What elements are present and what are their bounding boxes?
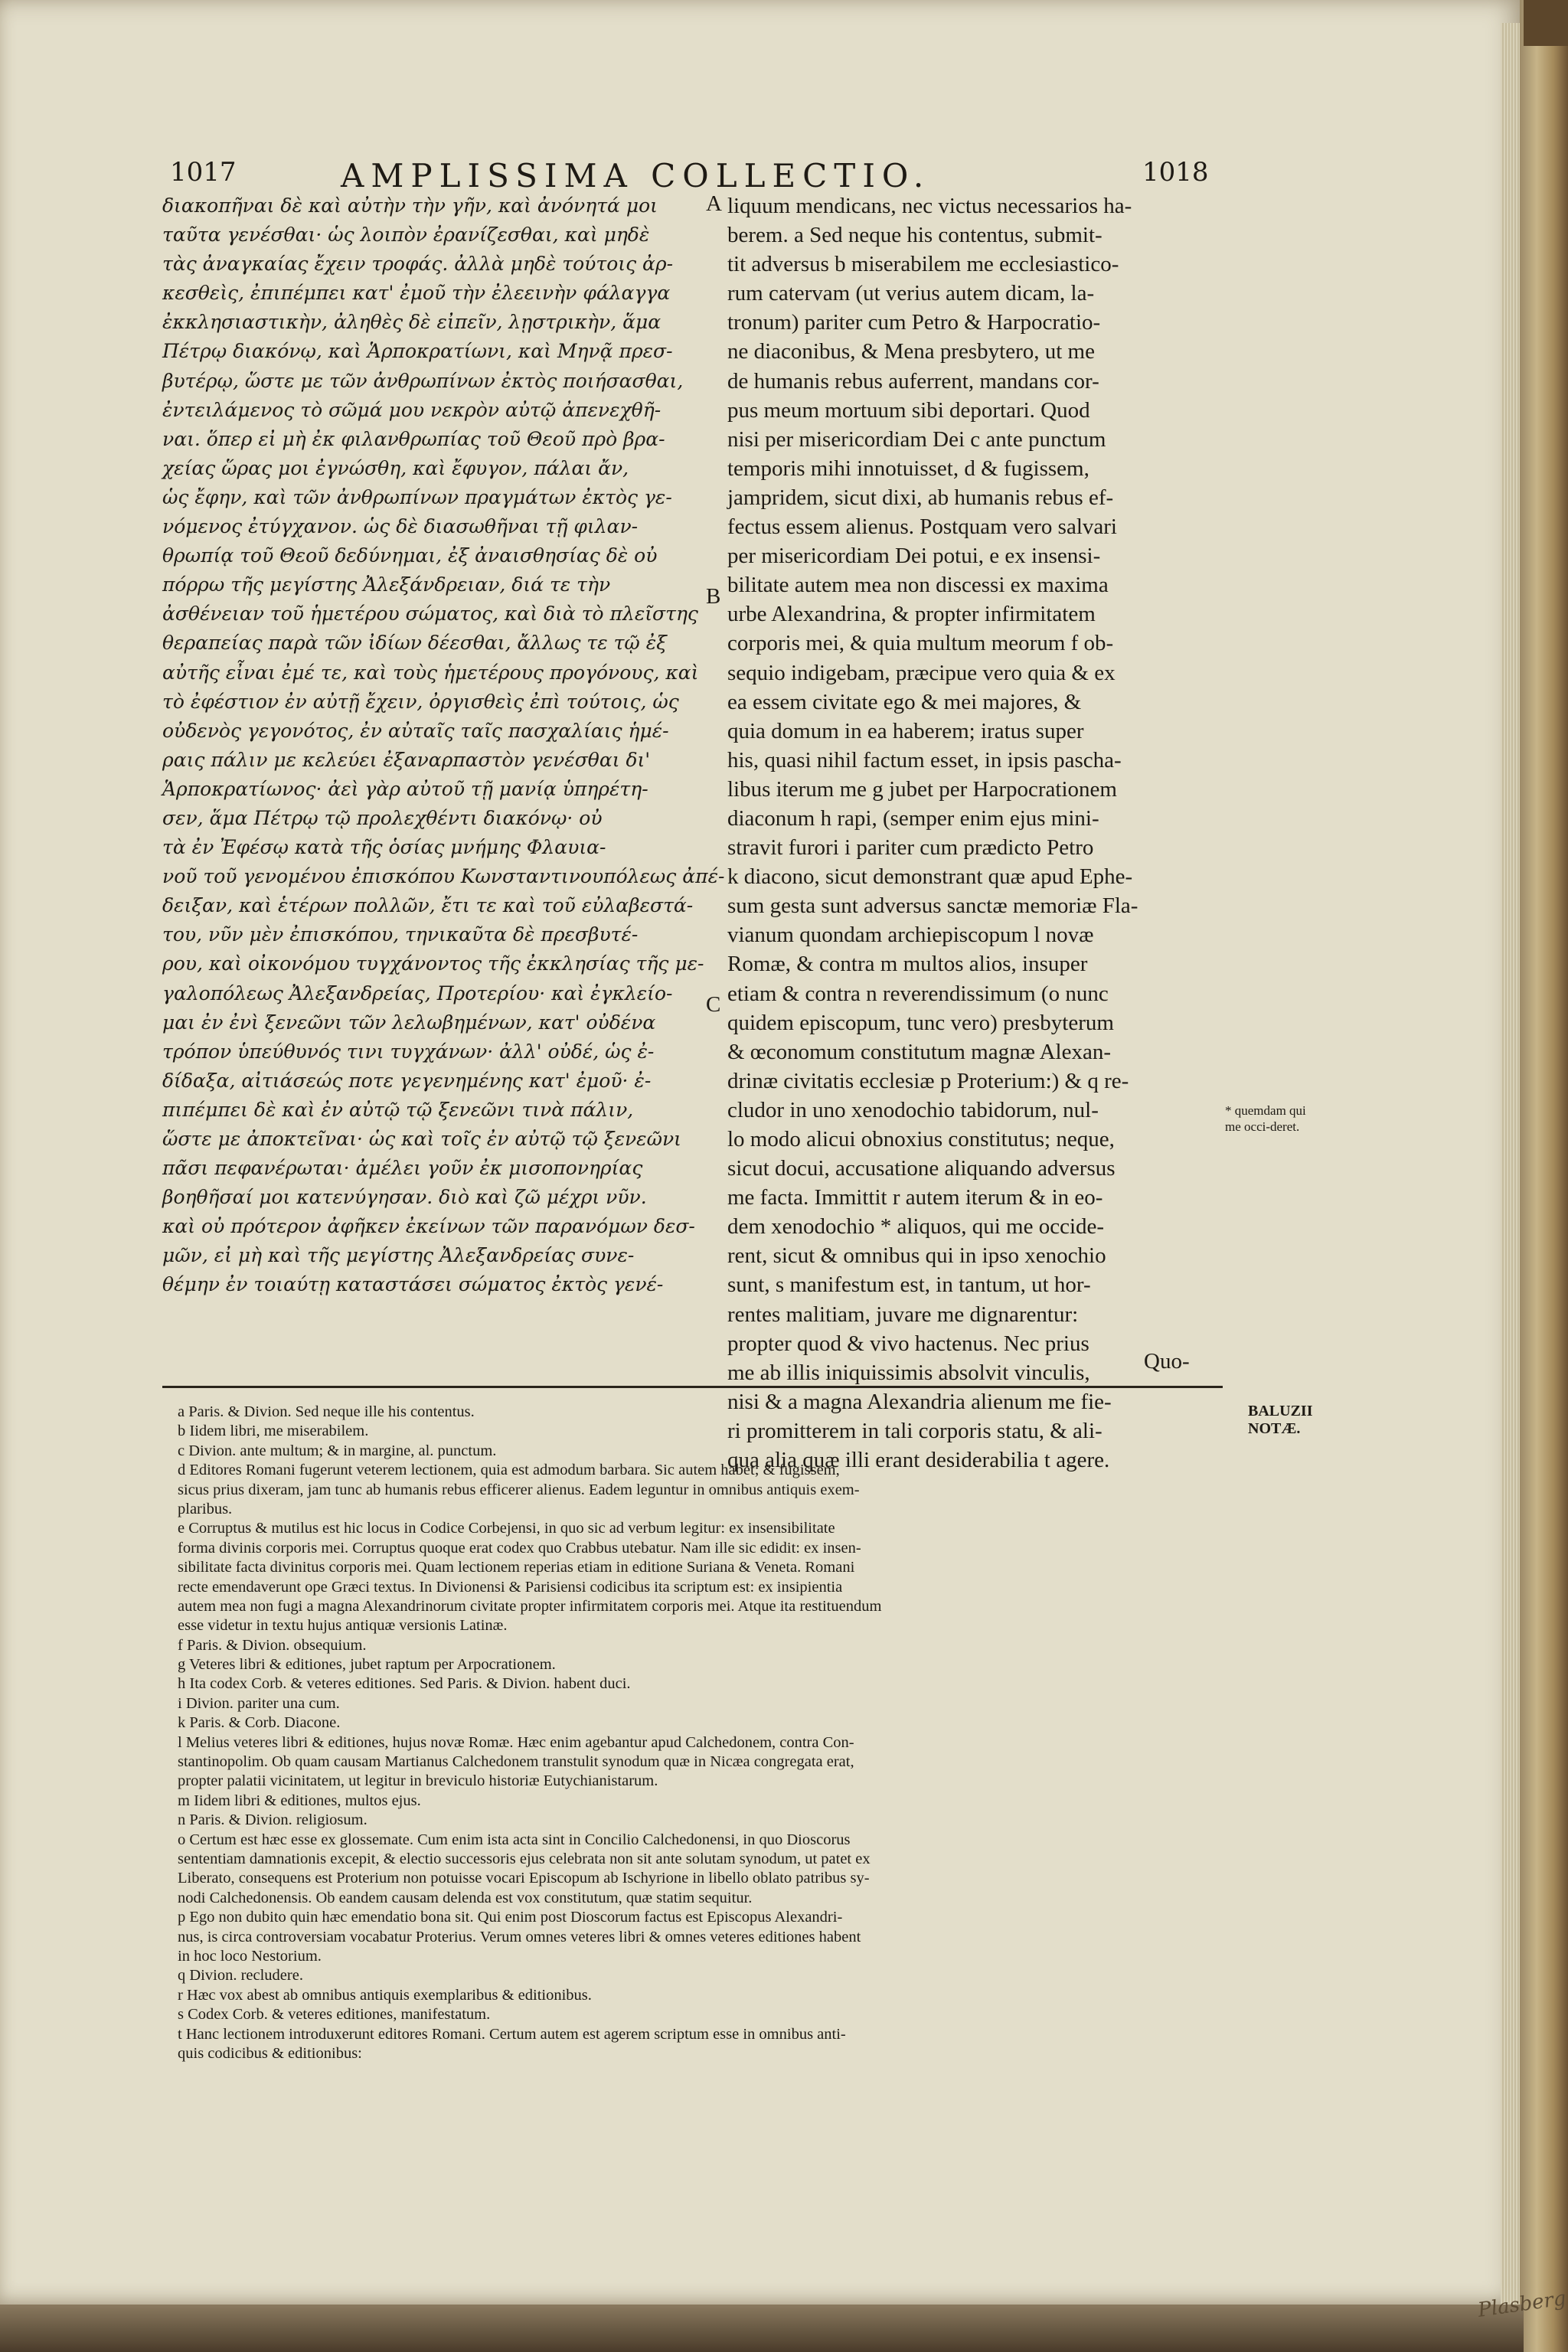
greek-text-line: διακοπῆναι δὲ καὶ αὐτὴν τὴν γῆν, καὶ ἀνόνητά μοι <box>162 194 658 217</box>
latin-text-line: rentes malitiam, juvare me dignarentur: <box>727 1302 1079 1327</box>
latin-text-line: sum gesta sunt adversus sanctæ memoriæ Fla- <box>727 893 1138 919</box>
latin-text-line: ne diaconibus, & Mena presbytero, ut me <box>727 339 1095 364</box>
footnote-line: nus, is circa controversiam vocabatur Proterius. Verum omnes veteres libri & omnes veteres editiones habent <box>178 1928 861 1945</box>
latin-text-line: quidem episcopum, tunc vero) presbyterum <box>727 1010 1114 1035</box>
greek-text-line: πᾶσι πεφανέρωται· ἀμέλει γοῦν ἐκ μισοπονηρίας <box>162 1157 643 1180</box>
greek-text-line: θεραπείας παρὰ τῶν ἰδίων δέεσθαι, ἄλλως τε τῷ ἐξ <box>162 632 667 655</box>
latin-text-line: bilitate autem mea non discessi ex maxima <box>727 573 1109 598</box>
greek-text-line: ἐντειλάμενος τὸ σῶμά μου νεκρὸν αὐτῷ ἀπενεχθῆ- <box>162 398 662 421</box>
latin-text-line: stravit furori i pariter cum prædicto Petro <box>727 835 1094 861</box>
greek-text-line: του, νῦν μὲν ἐπισκόπου, τηνικαῦτα δὲ πρεσβυτέ- <box>162 923 639 946</box>
footnote-line: k Paris. & Corb. Diacone. <box>178 1714 341 1732</box>
footnote-line: p Ego non dubito quin hæc emendatio bona sit. Qui enim post Dioscorum factus est Episcopus Alexandri- <box>178 1909 843 1926</box>
latin-text-line: cludor in uno xenodochio tabidorum, nul- <box>727 1097 1099 1122</box>
greek-text-line: Πέτρῳ διακόνῳ, καὶ Ἁρποκρατίωνι, καὶ Μηνᾷ πρεσ- <box>162 340 673 363</box>
greek-text-line: ἐκκλησιαστικὴν, ἀληθὲς δὲ εἰπεῖν, λῃστρικὴν, ἅμα <box>162 311 662 334</box>
latin-text-line: per misericordiam Dei potui, e ex insensi- <box>727 544 1101 569</box>
latin-text-line: lo modo alicui obnoxius constitutus; neque, <box>727 1127 1115 1152</box>
footnote-line: nodi Calchedonensis. Ob eandem causam delenda est vox constitutum, quæ statim sequitur. <box>178 1889 753 1906</box>
greek-text-line: ἀσθένειαν τοῦ ἡμετέρου σώματος, καὶ διὰ τὸ πλεῖστης <box>162 603 698 626</box>
latin-text-column <box>727 191 1217 1475</box>
greek-text-line: τρόπον ὑπεύθυνός τινι τυγχάνων· ἀλλ' οὐδέ, ὡς ἐ- <box>162 1040 655 1063</box>
latin-text-line: sicut docui, accusatione aliquando adversus <box>727 1156 1116 1181</box>
footnote-line: s Codex Corb. & veteres editiones, manifestatum. <box>178 2006 491 2024</box>
greek-text-line: βοηθῆσαί μοι κατενύγησαν. διὸ καὶ ζῶ μέχρι νῦν. <box>162 1186 647 1209</box>
footnote-line: b Iidem libri, me miserabilem. <box>178 1423 369 1440</box>
greek-text-line: Ἁρποκρατίωνος· ἀεὶ γὰρ αὐτοῦ τῇ μανίᾳ ὑπηρέτη- <box>162 777 648 800</box>
latin-text-line: dem xenodochio * aliquos, qui me occide- <box>727 1214 1105 1240</box>
latin-text-line: urbe Alexandrina, & propter infirmitatem <box>727 602 1096 627</box>
notes-label: BALUZII NOTÆ. <box>1248 1403 1313 1437</box>
footnote-line: d Editores Romani fugerunt veterem lectionem, quia est admodum barbara. Sic autem habet; & fugissem, <box>178 1462 840 1479</box>
latin-text-line: temporis mihi innotuisset, d & fugissem, <box>727 456 1089 481</box>
footnote-line: l Melius veteres libri & editiones, hujus novæ Romæ. Hæc enim agebantur apud Calchedonem, contra Con- <box>178 1733 854 1751</box>
latin-text-line: nisi & a magna Alexandria alienum me fie- <box>727 1389 1112 1414</box>
right-column-number: 1018 <box>1142 157 1209 188</box>
section-marker-c: C <box>706 992 721 1017</box>
footnote-line: stantinopolim. Ob quam causam Martianus Calchedonem transtulit synodum quæ in Nicæa congregata erat, <box>178 1753 854 1771</box>
latin-text-line: me facta. Immittit r autem iterum & in eo- <box>727 1185 1103 1210</box>
greek-text-line: καὶ οὐ πρότερον ἀφῆκεν ἐκείνων τῶν παρανόμων δεσ- <box>162 1215 695 1238</box>
greek-text-line: γαλοπόλεως Ἀλεξανδρείας, Προτερίου· καὶ ἐγκλείο- <box>162 982 673 1004</box>
greek-text-line: ραις πάλιν με κελεύει ἐξαναρπαστὸν γενέσθαι δι' <box>162 748 651 771</box>
latin-text-line: rum catervam (ut verius autem dicam, la- <box>727 281 1095 306</box>
section-marker-b: B <box>706 584 721 609</box>
latin-text-line: etiam & contra n reverendissimum (o nunc <box>727 981 1109 1006</box>
greek-text-line: τὸ ἐφέστιον ἐν αὐτῇ ἔχειν, ὀργισθεὶς ἐπὶ τούτοις, ὡς <box>162 690 679 713</box>
latin-text-line: nisi per misericordiam Dei c ante punctum <box>727 426 1106 452</box>
greek-text-line: ταῦτα γενέσθαι· ὡς λοιπὸν ἐρανίζεσθαι, καὶ μηδὲ <box>162 224 650 247</box>
latin-text-line: k diacono, sicut demonstrant quæ apud Ephe- <box>727 864 1133 890</box>
greek-text-line: σεν, ἅμα Πέτρῳ τῷ προλεχθέντι διακόνῳ· οὐ <box>162 806 603 829</box>
book-cover-corner <box>1524 0 1568 46</box>
greek-text-line: θρωπίᾳ τοῦ Θεοῦ δεδύνημαι, ἐξ ἀναισθησίας δὲ οὐ <box>162 544 658 567</box>
footnote-line: in hoc loco Nestorium. <box>178 1947 322 1965</box>
greek-text-line: οὐδενὸς γεγονότος, ἐν αὐταῖς ταῖς πασχαλίαις ἡμέ- <box>162 719 669 742</box>
latin-text-line: tronum) pariter cum Petro & Harpocratio- <box>727 310 1101 335</box>
greek-text-line: νοῦ τοῦ γενομένου ἐπισκόπου Κωνσταντινουπόλεως ἀπέ- <box>162 865 725 888</box>
latin-text-line: sequio indigebam, præcipue vero quia & ex <box>727 660 1116 685</box>
footnote-line: q Divion. recludere. <box>178 1967 303 1984</box>
running-title: AMPLISSIMA COLLECTIO. <box>341 157 931 194</box>
latin-text-line: berem. a Sed neque his contentus, submit- <box>727 223 1102 248</box>
latin-text-line: de humanis rebus auferrent, mandans cor- <box>727 368 1099 394</box>
footnote-line: t Hanc lectionem introduxerunt editores Romani. Certum autem est agerem scriptum esse in omnibus anti- <box>178 2025 846 2043</box>
footnote-line: o Certum est hæc esse ex glossemate. Cum enim ista acta sint in Concilio Calchedonensi, in quo Dioscorus <box>178 1831 851 1848</box>
greek-text-line: πόρρω τῆς μεγίστης Ἀλεξάνδρειαν, διά τε τὴν <box>162 573 611 596</box>
latin-text-line: Romæ, & contra m multos alios, insuper <box>727 952 1088 977</box>
notes-divider <box>162 1386 1223 1388</box>
latin-text-line: rent, sicut & omnibus qui in ipso xenochio <box>727 1243 1106 1269</box>
footnote-line: r Hæc vox abest ab omnibus antiquis exemplaribus & editionibus. <box>178 1986 592 2004</box>
greek-text-line: μῶν, εἰ μὴ καὶ τῆς μεγίστης Ἀλεξανδρείας συνε- <box>162 1244 635 1267</box>
footnote-line: h Ita codex Corb. & veteres editiones. Sed Paris. & Divion. habent duci. <box>178 1675 631 1693</box>
greek-text-column <box>162 191 725 1300</box>
greek-text-line: ρου, καὶ οἰκονόμου τυγχάνοντος τῆς ἐκκλησίας τῆς με- <box>162 952 704 975</box>
latin-text-line: propter quod & vivo hactenus. Nec prius <box>727 1331 1089 1356</box>
greek-text-line: μαι ἐν ἐνὶ ξενεῶνι τῶν λελωβημένων, κατ' οὐδένα <box>162 1011 656 1034</box>
latin-text-line: ri promitterem in tali corporis statu, & ali- <box>727 1418 1102 1443</box>
greek-text-line: βυτέρῳ, ὥστε με τῶν ἀνθρωπίνων ἐκτὸς ποιήσασθαι, <box>162 369 684 392</box>
footnote-line: f Paris. & Divion. obsequium. <box>178 1636 367 1654</box>
latin-text-line: quia domum in ea haberem; iratus super <box>727 718 1084 743</box>
footnote-line: esse videtur in textu hujus antiquæ versionis Latinæ. <box>178 1617 508 1635</box>
footnote-line: sibilitate facta divinitus corporis mei. Quam lectionem reperias etiam in editione Suriana & Veneta. Romani <box>178 1559 855 1576</box>
section-marker-a: A <box>706 191 722 216</box>
table-surface <box>0 2305 1524 2352</box>
footnote-line: quis codicibus & editionibus: <box>178 2044 362 2062</box>
footnote-line: autem mea non fugi a magna Alexandrinorum civitate propter infirmitatem corporis mei. Atque ita restituendum <box>178 1597 882 1615</box>
footnote-line: Liberato, consequens est Proterium non potuisse vocari Episcopum ab Ischyrione in libello oblato patribus sy- <box>178 1870 870 1887</box>
greek-text-line: πιπέμπει δὲ καὶ ἐν αὐτῷ τῷ ξενεῶνι τινὰ πάλιν, <box>162 1098 634 1121</box>
latin-text-line: drinæ civitatis ecclesiæ p Proterium:) & q re- <box>727 1068 1129 1093</box>
greek-text-line: ναι. ὅπερ εἰ μὴ ἐκ φιλανθρωπίας τοῦ Θεοῦ πρὸ βρα- <box>162 427 665 450</box>
latin-text-line: sunt, s manifestum est, in tantum, ut hor- <box>727 1272 1091 1298</box>
latin-text-line: me ab illis iniquissimis absolvit vinculis, <box>727 1360 1090 1385</box>
greek-text-line: αὐτῆς εἶναι ἐμέ τε, καὶ τοὺς ἡμετέρους προγόνους, καὶ <box>162 661 699 684</box>
footnote-line: g Veteres libri & editiones, jubet raptum per Arpocrationem. <box>178 1656 556 1674</box>
latin-text-line: liquum mendicans, nec victus necessarios ha- <box>727 194 1132 218</box>
greek-text-line: τὰ ἐν Ἐφέσῳ κατὰ τῆς ὁσίας μνήμης Φλαυια- <box>162 836 606 859</box>
book-cover-edge <box>1520 0 1568 2352</box>
footnote-line: plaribus. <box>178 1500 233 1517</box>
latin-text-line: fectus essem alienus. Postquam vero salvari <box>727 514 1117 540</box>
latin-text-line: vianum quondam archiepiscopum l novæ <box>727 923 1094 948</box>
footnote-line: n Paris. & Divion. religiosum. <box>178 1811 368 1829</box>
left-column-number: 1017 <box>170 157 237 188</box>
footnote-line: recte emendaverunt ope Græci textus. In Divionensi & Parisiensi codicibus ita scriptum est: ex insipientia <box>178 1578 843 1596</box>
latin-text-line: ea essem civitate ego & mei majores, & <box>727 689 1082 714</box>
footnotes <box>178 1403 1228 2063</box>
latin-text-line: corporis mei, & quia multum meorum f ob- <box>727 631 1114 656</box>
latin-text-line: diaconum h rapi, (semper enim ejus mini- <box>727 805 1099 831</box>
footnote-line: m Iidem libri & editiones, multos ejus. <box>178 1792 421 1809</box>
latin-text-line: qua alia quæ illi erant desiderabilia t agere. <box>727 1448 1110 1473</box>
greek-text-line: ὥστε με ἀποκτεῖναι· ὡς καὶ τοῖς ἐν αὐτῷ τῷ ξενεῶνι <box>162 1128 681 1150</box>
margin-note: * quemdam qui me occi-deret. <box>1225 1103 1306 1134</box>
latin-text-line: jampridem, sicut dixi, ab humanis rebus ef- <box>727 485 1114 510</box>
catchword: Quo- <box>1144 1349 1190 1374</box>
greek-text-line: ὡς ἔφην, καὶ τῶν ἀνθρωπίνων πραγμάτων ἐκτὸς γε- <box>162 485 672 508</box>
footnote-line: e Corruptus & mutilus est hic locus in Codice Corbejensi, in quo sic ad verbum legitur: ex insensibilitate <box>178 1520 835 1537</box>
greek-text-line: δίδαξα, αἰτιάσεώς ποτε γεγενημένης κατ' ἐμοῦ· ἐ- <box>162 1069 652 1092</box>
footnote-line: a Paris. & Divion. Sed neque ille his contentus. <box>178 1403 475 1420</box>
greek-text-line: δειξαν, καὶ ἑτέρων πολλῶν, ἔτι τε καὶ τοῦ εὐλαβεστά- <box>162 894 694 917</box>
footnote-line: i Divion. pariter una cum. <box>178 1694 340 1712</box>
footnote-line: sicus prius dixeram, jam tunc ab humanis rebus efficerer alienus. Eadem leguntur in omnibus antiquis exem- <box>178 1481 860 1498</box>
footnote-line: propter palatii vicinitatem, ut legitur in breviculo historiæ Eutychianistarum. <box>178 1772 658 1790</box>
greek-text-line: χείας ὥρας μοι ἐγνώσθη, καὶ ἔφυγον, πάλαι ἄν, <box>162 456 629 479</box>
greek-text-line: θέμην ἐν τοιαύτῃ καταστάσει σώματος ἐκτὸς γενέ- <box>162 1273 664 1296</box>
greek-text-line: νόμενος ἐτύγχανον. ὡς δὲ διασωθῆναι τῇ φιλαν- <box>162 515 639 538</box>
latin-text-line: libus iterum me g jubet per Harpocrationem <box>727 776 1117 802</box>
footnote-line: sententiam damnationis excepit, & electio successoris ejus celebrata non sit ante solutam synodum, ut patet ex <box>178 1850 871 1867</box>
footnote-line: forma divinis corporis mei. Corruptus quoque erat codex quo Crabbus utebatur. Nam ille sic edidit: ex insen- <box>178 1539 861 1557</box>
greek-text-line: κεσθεὶς, ἐπιπέμπει κατ' ἐμοῦ τὴν ἐλεεινὴν φάλαγγα <box>162 282 671 305</box>
latin-text-line: tit adversus b miserabilem me ecclesiastico- <box>727 252 1119 277</box>
footnote-line: c Divion. ante multum; & in margine, al. punctum. <box>178 1442 497 1459</box>
greek-text-line: τὰς ἀναγκαίας ἔχειν τροφάς. ἀλλὰ μηδὲ τούτοις ἀρ- <box>162 253 674 276</box>
latin-text-line: pus meum mortuum sibi deportari. Quod <box>727 397 1090 423</box>
spine-label: Plasberg <box>1476 2287 1568 2322</box>
latin-text-line: his, quasi nihil factum esset, in ipsis pascha- <box>727 747 1122 773</box>
latin-text-line: & œconomum constitutum magnæ Alexan- <box>727 1039 1112 1064</box>
